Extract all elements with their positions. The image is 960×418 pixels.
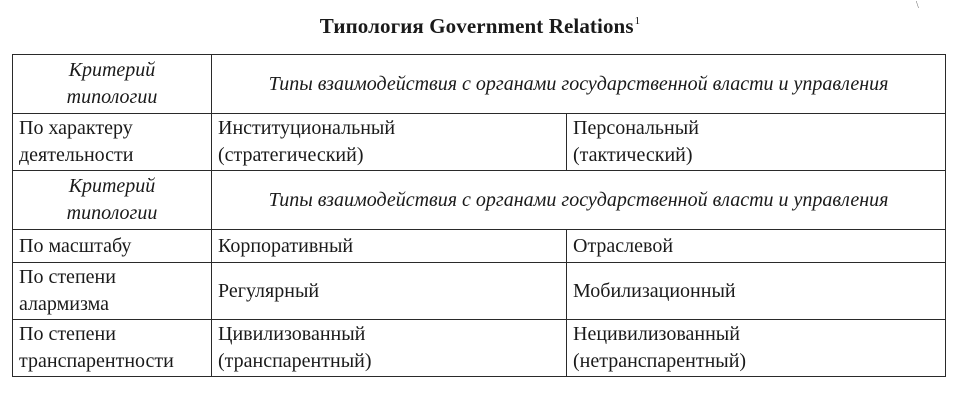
type-b-cell [567,263,946,320]
criterion-cell [13,320,212,377]
title-footnote-marker: 1 [634,15,641,27]
type-b-text: Мобилизационный [573,279,736,302]
header-types-cell [212,171,946,230]
table-row [13,114,946,171]
header-types-cell [212,55,946,114]
type-a-cell [212,114,567,171]
criterion-text: По степени [19,266,116,288]
header-criterion-line1: Критерий [68,59,156,81]
criterion-text: алармизма [19,293,109,315]
header-criterion-line1: Критерий [68,175,156,197]
type-b-cell [567,230,946,263]
type-b-text: (нетранспарентный) [573,350,747,372]
header-criterion-cell [13,55,212,114]
table-header-row-repeat [13,171,946,230]
type-b-text: Персональный [573,117,699,139]
criterion-cell [13,263,212,320]
type-b-cell [567,114,946,171]
criterion-text: По характеру [19,117,133,139]
corner-mark: \ [916,0,919,11]
criterion-text: деятельности [19,144,134,166]
type-a-text: Цивилизованный [218,323,366,345]
table-row [13,320,946,377]
type-a-text: Регулярный [218,279,320,302]
table-row [13,263,946,320]
criterion-text: транспарентности [19,350,174,372]
type-b-cell [567,320,946,377]
typology-table [12,54,946,377]
header-types-label: Типы взаимодействия с органами государственной власти и управления [268,188,889,211]
header-types-label: Типы взаимодействия с органами государственной власти и управления [268,72,889,95]
document-title [0,14,960,39]
table-header-row [13,55,946,114]
header-criterion-line2: типологии [66,86,158,108]
type-a-text: (стратегический) [218,144,364,166]
type-b-text: Нецивилизованный [573,323,740,345]
type-a-text: (транспарентный) [218,350,372,372]
header-criterion-cell [13,171,212,230]
criterion-text: По степени [19,323,116,345]
type-b-text: (тактический) [573,144,693,166]
type-a-cell [212,320,567,377]
type-a-cell [212,230,567,263]
type-b-text: Отраслевой [573,234,674,257]
table-row [13,230,946,263]
type-a-text: Институциональный [218,117,396,139]
type-a-text: Корпоративный [218,234,354,257]
header-criterion-line2: типологии [66,202,158,224]
criterion-cell [13,230,212,263]
criterion-text: По масштабу [19,234,132,257]
criterion-cell [13,114,212,171]
title-text: Типология Government Relations [319,14,634,38]
type-a-cell [212,263,567,320]
